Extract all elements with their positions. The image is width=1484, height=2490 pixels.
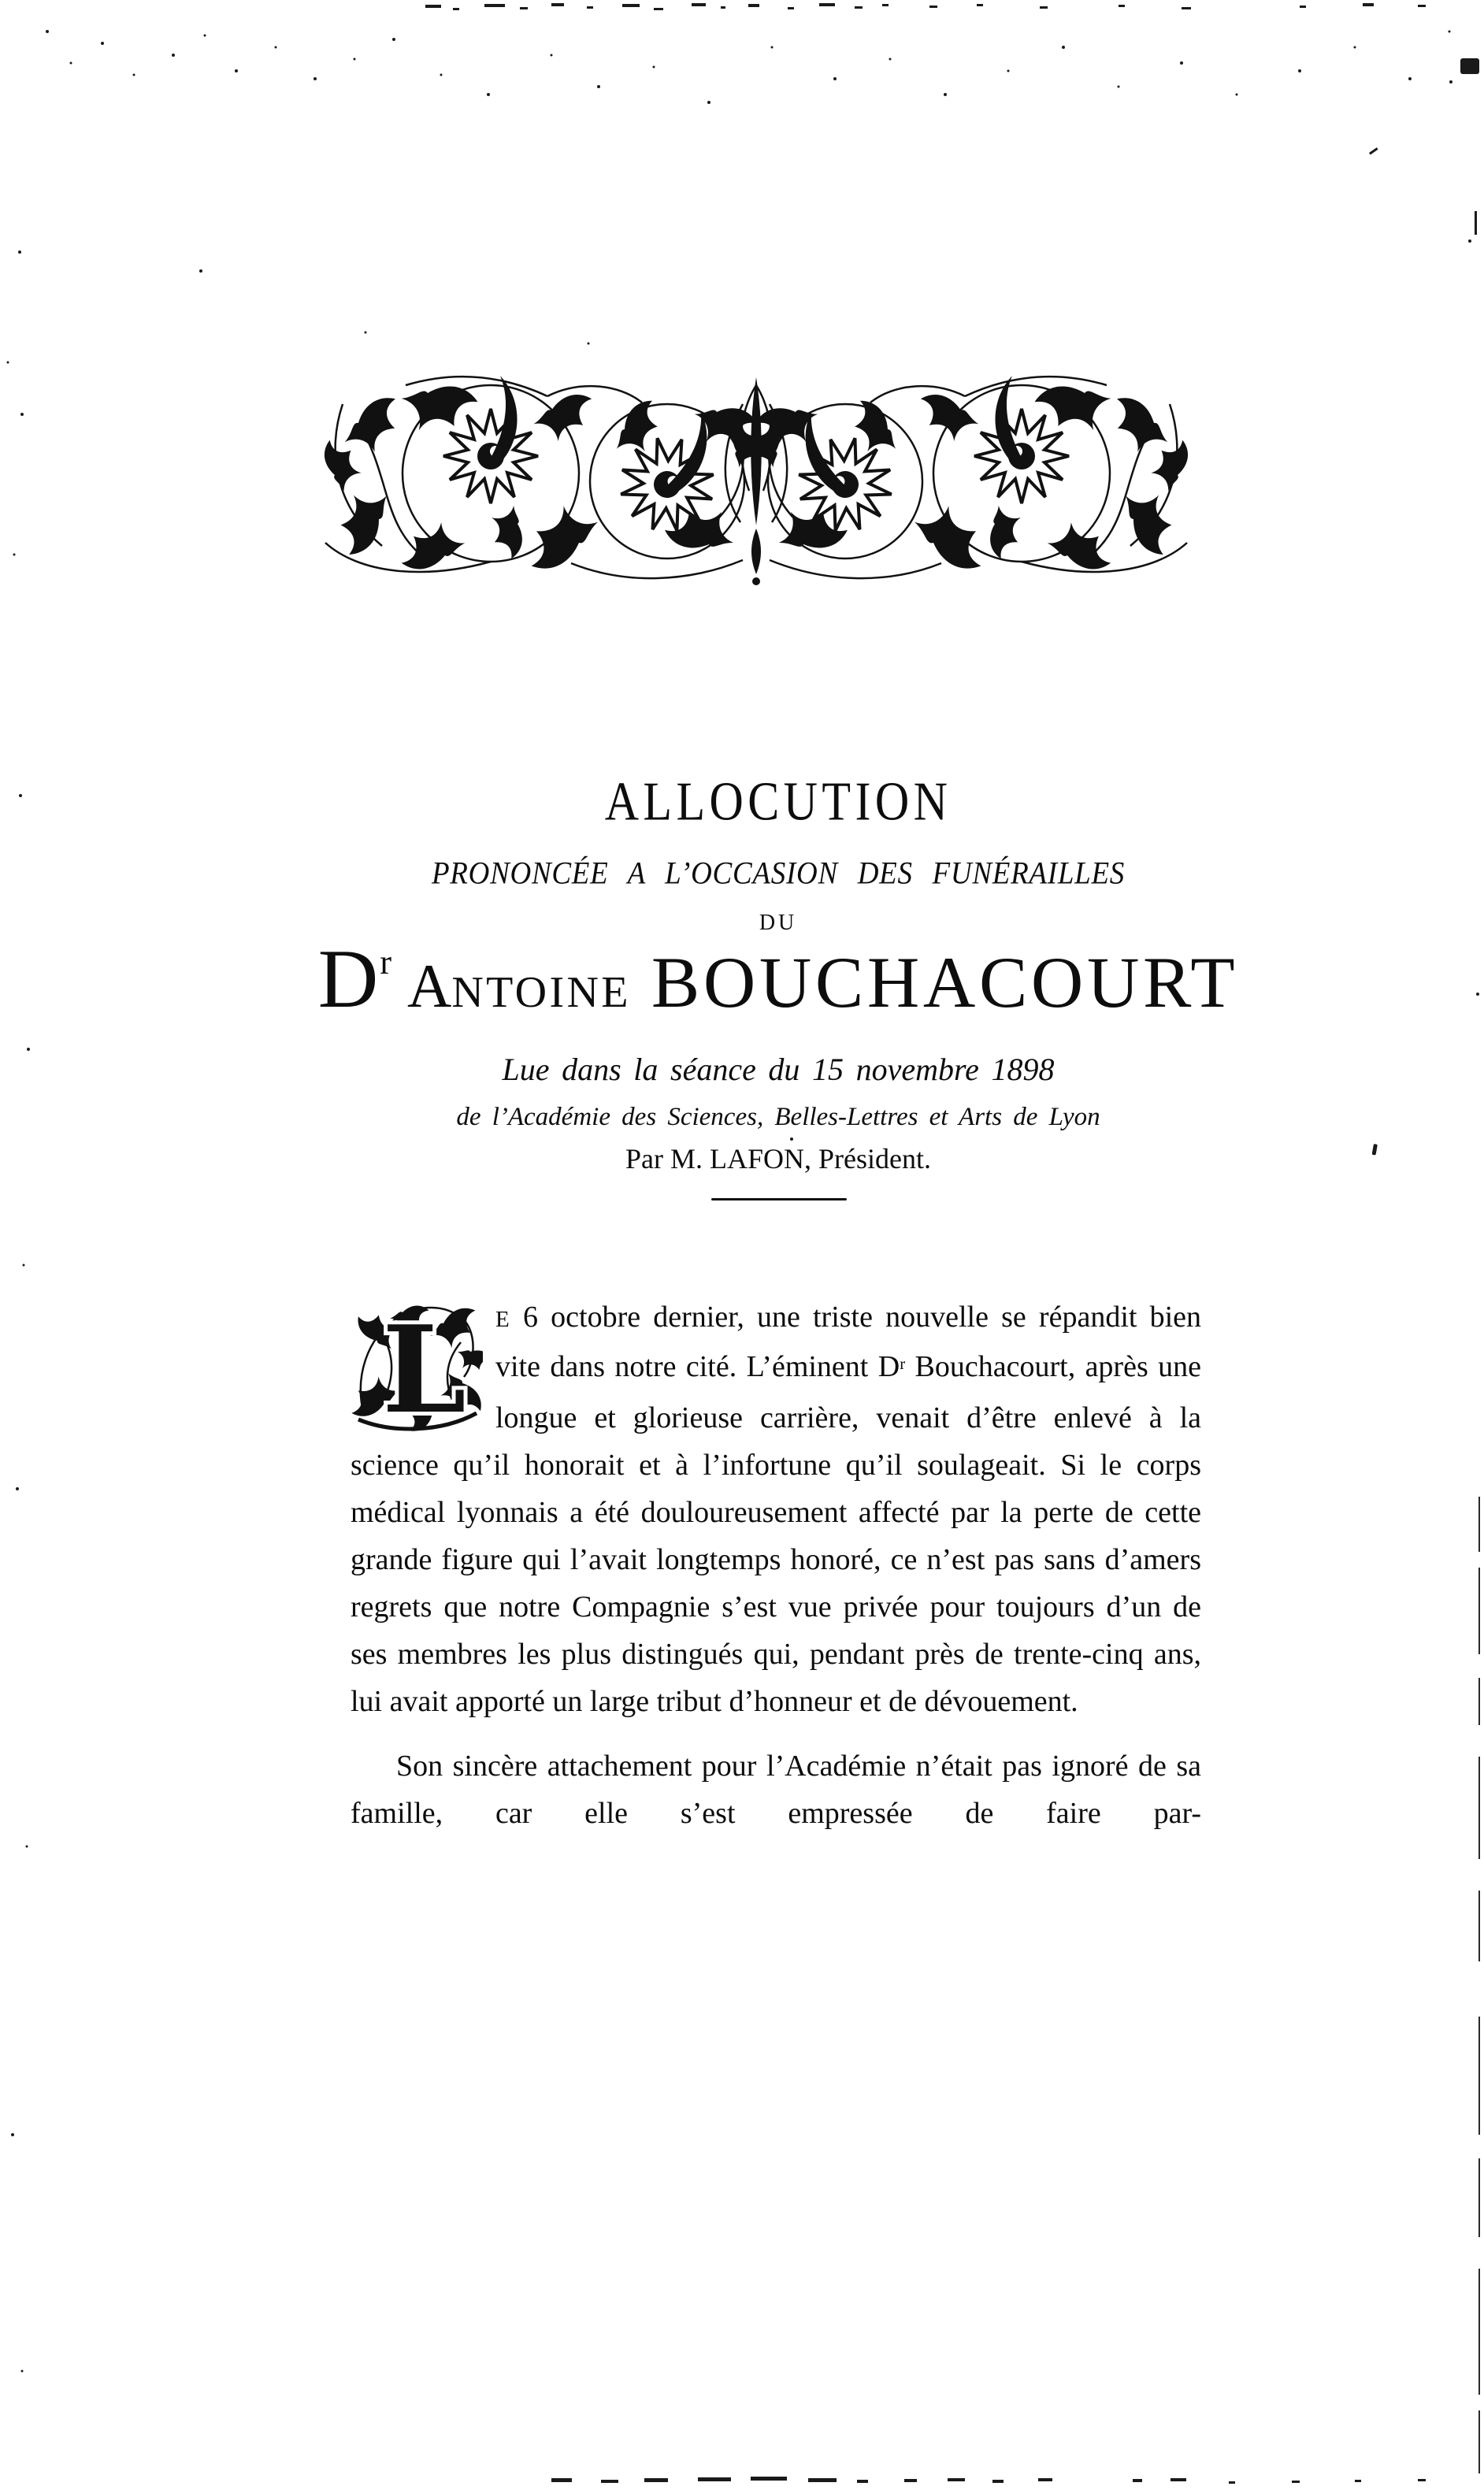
second-paragraph: Son sincère attachement pour l’Académie n’était pas ignoré de sa famille, car elle s’est empressée de faire par- — [351, 1750, 1201, 1830]
headpiece-ornament — [311, 356, 1201, 594]
paragraph-text: Bouchacourt, après une longue et glorieuse carrière, venait d’être enlevé à la science qu’il honorait et à l’infortune qu’il soulageait. Si le corps médical lyonnais a été douloureusement affecté par la perte de cette grande figure qui l’avait longtemps honoré, ce n’est pas sans d’amers regrets que notre Compagnie s’est vue privée pour toujours d’un de ses membres les plus distingués qui, pendant près de trente-cinq ans, lui avait apporté un large tribut d’honneur et de dévouement. — [351, 1350, 1201, 1718]
doctor-initial: D — [317, 933, 379, 1025]
du-label: DU — [759, 911, 798, 935]
reading-line: Lue dans la séance du 15 novembre 1898 — [502, 1052, 1055, 1087]
lead-small-cap: E — [495, 1307, 510, 1332]
surname: BOUCHACOURT — [651, 942, 1239, 1022]
speaker-line: Par M. LAFON, Président. — [625, 1143, 931, 1174]
honoree-name — [318, 931, 1238, 1027]
dropcap-ornament — [351, 1293, 495, 1435]
headpiece-engraving — [311, 356, 1201, 594]
title-divider-rule — [711, 1198, 847, 1200]
subtitle: PRONONCÉE A L’OCCASION DES FUNÉRAILLES — [431, 856, 1126, 892]
dropcap-letter: L — [382, 1299, 466, 1432]
opening-paragraph — [351, 1293, 1201, 1725]
superscript-r: r — [900, 1353, 906, 1373]
page-title: ALLOCUTION — [604, 771, 952, 832]
dropcap-engraving — [351, 1295, 483, 1432]
forename: ANTOINE — [406, 952, 631, 1020]
doctor-initial-superscript: r — [380, 943, 391, 982]
academy-line: de l’Académie des Sciences, Belles-Lettres et Arts de Lyon — [456, 1103, 1100, 1131]
body-text — [351, 1293, 1201, 1837]
paragraph-text: 6 octobre dernier, une triste nouvelle se répandit bien vite dans notre cité. L’éminent D — [495, 1301, 1201, 1383]
